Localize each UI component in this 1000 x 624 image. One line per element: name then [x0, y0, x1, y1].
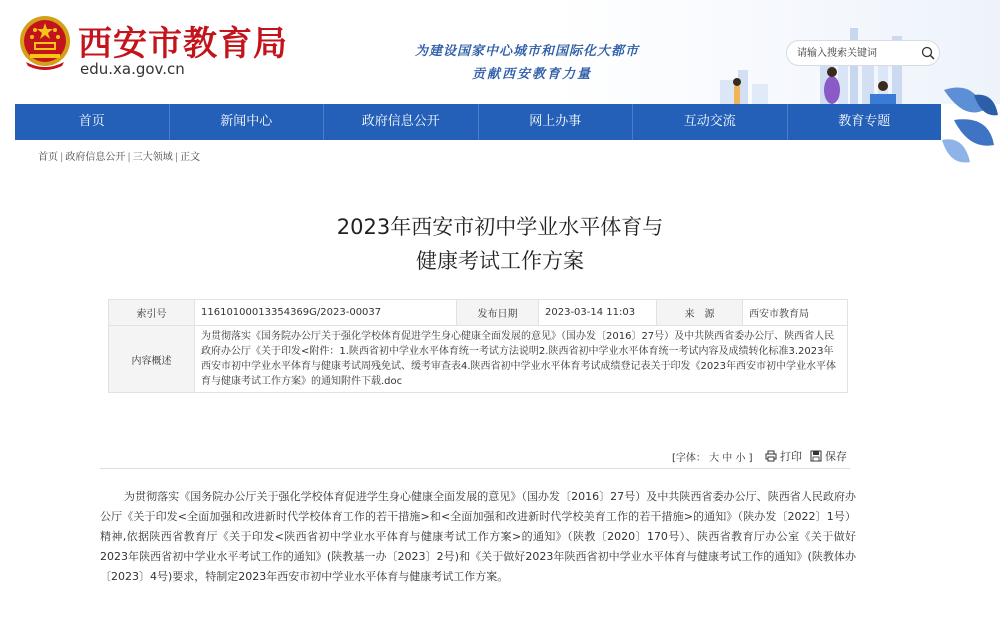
national-emblem-icon: [18, 14, 72, 74]
nav-item-topics[interactable]: 教育专题: [838, 114, 891, 129]
nav-item-gov-info[interactable]: 政府信息公开: [324, 104, 479, 140]
leaf-decoration: [934, 80, 1000, 170]
breadcrumb-separator: |: [174, 152, 179, 163]
main-nav: [15, 104, 941, 140]
title-line-1: 2023年西安市初中学业水平体育与: [336, 215, 664, 239]
print-label: 打印: [780, 450, 802, 463]
article-body-paragraph: 为贯彻落实《国务院办公厅关于强化学校体育促进学生身心健康全面发展的意见》（国办发〔2016〕27号）及中共陕西省委办公厅、陕西省人民政府办公厅《关于印发<全面加强和改进新时代学校体育工作的若干措施>和<全面加强和改进新时代学校美育工作的若干措施>的通知》（陕办发〔2022〕1号）精神,依据陕西省教育厅《关于印发<陕西省初中学业水平体育与健康考试工作方案>的通知》（陕教〔2020〕170号）、陕西省教育厅办公室《关于做好2023年陕西省初中学业水平考试工作的通知》(陕教基一办〔2023〕2号)和《关于做好2023年陕西省初中学业水平体育与健康考试工作的通知》(陕教体办〔2023〕4号)要求，特制定2023年西安市初中学业水平体育与健康考试工作方案。: [100, 490, 856, 583]
search-icon[interactable]: [921, 46, 935, 60]
nav-item-interaction[interactable]: 互动交流: [633, 104, 788, 140]
breadcrumb-separator: |: [127, 152, 131, 163]
index-label: 索引号: [109, 300, 195, 326]
index-value: 11610100013354369G/2023-00037: [195, 300, 457, 326]
font-large-button[interactable]: 大: [709, 453, 720, 464]
save-label: 保存: [825, 450, 847, 463]
slogan-line-1: 为建设国家中心城市和国际化大都市: [415, 44, 640, 59]
font-small-button[interactable]: 小: [735, 453, 746, 464]
document-info-table: [108, 299, 848, 393]
breadcrumb-gov-info[interactable]: 政府信息公开: [65, 152, 126, 163]
breadcrumb-separator: |: [60, 152, 64, 163]
summary-label: 内容概述: [109, 326, 195, 393]
save-button[interactable]: [810, 448, 847, 464]
site-header: [0, 0, 1000, 104]
breadcrumb-three-fields[interactable]: 三大领域: [132, 152, 173, 163]
title-line-2: 健康考试工作方案: [416, 249, 584, 273]
printer-icon: [765, 450, 777, 462]
save-icon: [810, 450, 822, 462]
breadcrumb-current: 正文: [180, 152, 201, 163]
font-size-control: [672, 449, 753, 464]
article-tools: [100, 443, 850, 469]
font-size-label: [字体：: [672, 453, 706, 464]
site-domain: edu.xa.gov.cn: [80, 60, 185, 78]
font-medium-button[interactable]: 中: [722, 453, 733, 464]
breadcrumb: [38, 148, 200, 163]
breadcrumb-home[interactable]: 首页: [38, 152, 58, 163]
font-size-close: ]: [748, 453, 753, 464]
nav-item-home[interactable]: 首页: [15, 104, 170, 140]
print-button[interactable]: [765, 448, 802, 464]
date-label: 发布日期: [457, 300, 539, 326]
source-label: 来 源: [657, 300, 743, 326]
search-box: [786, 40, 940, 66]
search-input[interactable]: [797, 45, 912, 62]
nav-item-online-service[interactable]: 网上办事: [479, 104, 634, 140]
page-title: [250, 210, 750, 278]
date-value: 2023-03-14 11:03: [539, 300, 657, 326]
slogan-line-2: 贡献西安教育力量: [472, 67, 593, 82]
source-value: 西安市教育局: [743, 300, 848, 326]
summary-value: 为贯彻落实《国务院办公厅关于强化学校体育促进学生身心健康全面发展的意见》（国办发〔2016〕27号）及中共陕西省委办公厅、陕西省人民政府办公厅《关于印发<附件：1.陕西省初中学业水平体育统一考试方法说明2.陕西省初中学业水平体育统一考试内容及成绩转化标准3.2023年西安市初中学业水平体育与健康考试周残免试、缓考审查表4.陕西省初中学业水平体育考试成绩登记表关于印发《2023年西安市初中学业水平体育与健康考试工作方案》的通知附件下载.doc: [195, 326, 848, 393]
nav-item-news[interactable]: 新闻中心: [170, 104, 325, 140]
site-title: 西安市教育局: [78, 24, 288, 64]
